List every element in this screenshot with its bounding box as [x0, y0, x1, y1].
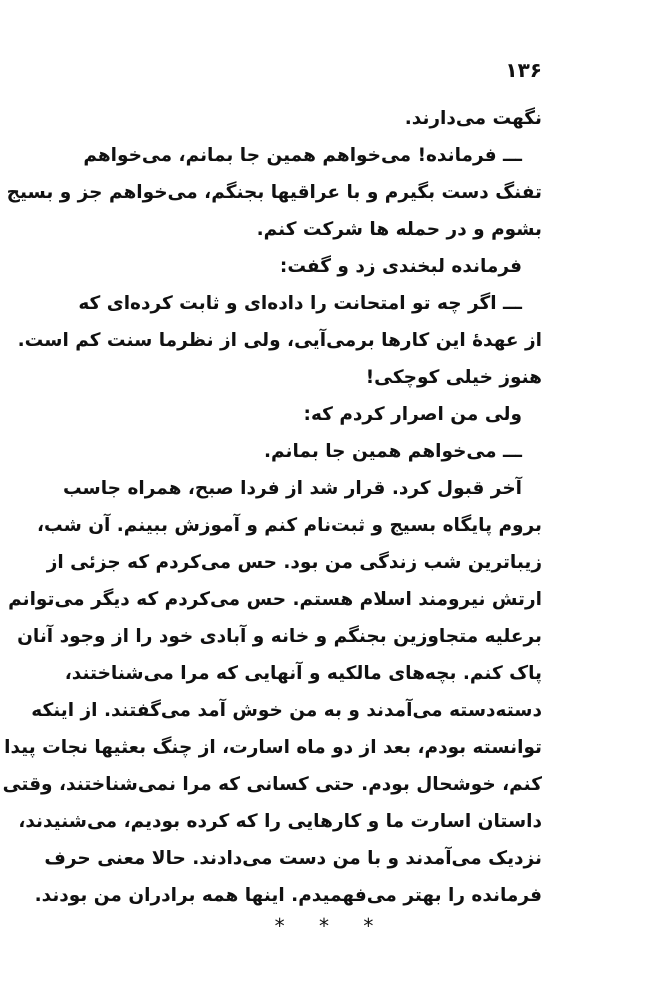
- text-line: کنم، خوشحال بودم. حتی کسانی که مرا نمی‌شناختند، وقتی: [2, 774, 542, 795]
- text-line: برعلیه متجاوزین بجنگم و خانه و آبادی خود را از وجود آنان: [17, 626, 542, 647]
- text-line: فرمانده لبخندی زد و گفت:: [279, 256, 522, 277]
- text-line: ـــ می‌خواهم همین جا بمانم.: [264, 441, 522, 462]
- text-line: ـــ فرمانده! می‌خواهم همین جا بمانم، می‌خواهم: [83, 145, 522, 166]
- text-line: زیباترین شب زندگی من بود. حس می‌کردم که جزئی از: [46, 552, 542, 573]
- text-line: فرمانده را بهتر می‌فهمیدم. اینها همه برادران من بودند.: [34, 885, 542, 906]
- section-separator: * * *: [274, 914, 388, 938]
- text-line: بشوم و در حمله ها شرکت کنم.: [256, 219, 542, 240]
- text-line: هنوز خیلی کوچکی!: [365, 367, 542, 388]
- text-line: تفنگ دست بگیرم و با عراقیها بجنگم، می‌خواهم جز و بسیج: [6, 182, 542, 203]
- text-line: نگهت می‌دارند.: [404, 108, 542, 129]
- text-line: داستان اسارت ما و کارهایی را که کرده بودیم، می‌شنیدند،: [18, 811, 542, 832]
- text-line: ارتش نیرومند اسلام هستم. حس می‌کردم که دیگر می‌توانم: [8, 589, 542, 610]
- text-line: توانسته بودم، بعد از دو ماه اسارت، از چنگ بعثیها نجات پیدا: [4, 737, 542, 758]
- text-line: ولی من اصرار کردم که:: [303, 404, 522, 425]
- text-line: بروم پایگاه بسیج و ثبت‌نام کنم و آموزش ببینم. آن شب،: [36, 515, 542, 536]
- text-line: پاک کنم. بچه‌های مالکیه و آنهایی که مرا می‌شناختند،: [64, 663, 542, 684]
- page-number: ۱۳۶: [505, 58, 542, 82]
- body-text: [2, 100, 542, 914]
- text-line: ـــ اگر چه تو امتحانت را داده‌ای و ثابت کرده‌ای که: [78, 293, 522, 314]
- text-line: نزدیک می‌آمدند و با من دست می‌دادند. حالا معنی حرف: [44, 848, 542, 869]
- text-line: از عهدهٔ این کارها برمی‌آیی، ولی از نظرما سنت کم است.: [17, 330, 542, 351]
- text-line: آخر قبول کرد. قرار شد از فردا صبح، همراه جاسب: [62, 478, 522, 499]
- text-line: دسته‌دسته می‌آمدند و به من خوش آمد می‌گفتند. از اینکه: [31, 700, 542, 721]
